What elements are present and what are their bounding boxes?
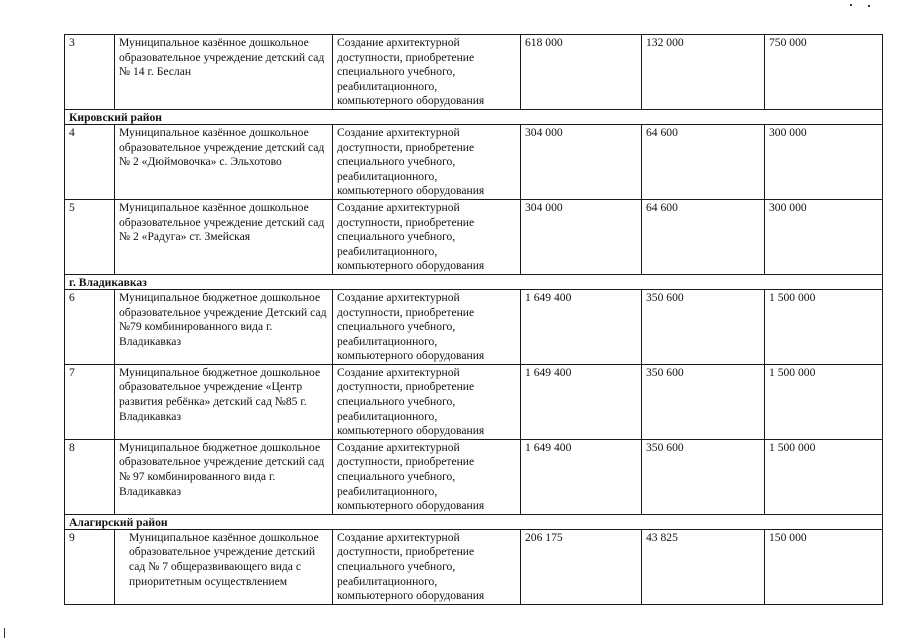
institution-name: Муниципальное казённое дошкольное образовательное учреждение детский сад № 2 «Радуга» ст. Змейская: [115, 199, 333, 274]
purpose: Создание архитектурной доступности, приобретение специального учебного, реабилитационного, компьютерного оборудования: [333, 289, 521, 364]
table-row: [65, 124, 883, 199]
purpose: Создание архитектурной доступности, приобретение специального учебного, реабилитационного, компьютерного оборудования: [333, 35, 521, 110]
row-number: 3: [65, 35, 115, 110]
funding-table: [64, 34, 883, 605]
row-number: 4: [65, 124, 115, 199]
amount-2: 64 600: [642, 124, 765, 199]
amount-3: 1 500 000: [765, 289, 883, 364]
scan-dot: [868, 5, 870, 7]
table-row: [65, 199, 883, 274]
amount-2: 350 600: [642, 364, 765, 439]
amount-2: 132 000: [642, 35, 765, 110]
table-row: [65, 35, 883, 110]
table-row: [65, 439, 883, 514]
amount-1: 1 649 400: [521, 439, 642, 514]
section-title: г. Владикавказ: [65, 274, 883, 289]
scan-dot: [850, 4, 852, 6]
row-number: 9: [65, 529, 115, 604]
row-number: 8: [65, 439, 115, 514]
table-row: [65, 289, 883, 364]
row-number: 6: [65, 289, 115, 364]
amount-1: 1 649 400: [521, 364, 642, 439]
scan-mark: [4, 628, 5, 638]
section-row: [65, 109, 883, 124]
amount-2: 350 600: [642, 289, 765, 364]
table-row: [65, 364, 883, 439]
amount-3: 750 000: [765, 35, 883, 110]
purpose: Создание архитектурной доступности, приобретение специального учебного, реабилитационного, компьютерного оборудования: [333, 529, 521, 604]
section-title: Кировский район: [65, 109, 883, 124]
amount-1: 304 000: [521, 124, 642, 199]
amount-1: 206 175: [521, 529, 642, 604]
amount-1: 1 649 400: [521, 289, 642, 364]
purpose: Создание архитектурной доступности, приобретение специального учебного, реабилитационного, компьютерного оборудования: [333, 364, 521, 439]
table-row: [65, 529, 883, 604]
institution-name: Муниципальное казённое дошкольное образовательное учреждение детский сад № 14 г. Беслан: [115, 35, 333, 110]
institution-name: Муниципальное бюджетное дошкольное образовательное учреждение «Центр развития ребёнка» детский сад №85 г. Владикавказ: [115, 364, 333, 439]
section-row: [65, 274, 883, 289]
amount-3: 1 500 000: [765, 439, 883, 514]
row-number: 5: [65, 199, 115, 274]
amount-2: 43 825: [642, 529, 765, 604]
institution-name: Муниципальное бюджетное дошкольное образовательное учреждение Детский сад №79 комбинированного вида г. Владикавказ: [115, 289, 333, 364]
amount-3: 150 000: [765, 529, 883, 604]
institution-name: Муниципальное казённое дошкольное образовательное учреждение детский сад № 2 «Дюймовочка» с. Эльхотово: [115, 124, 333, 199]
amount-2: 64 600: [642, 199, 765, 274]
section-row: [65, 514, 883, 529]
purpose: Создание архитектурной доступности, приобретение специального учебного, реабилитационного, компьютерного оборудования: [333, 199, 521, 274]
amount-3: 1 500 000: [765, 364, 883, 439]
institution-name: Муниципальное бюджетное дошкольное образовательное учреждение детский сад № 97 комбинированного вида г. Владикавказ: [115, 439, 333, 514]
purpose: Создание архитектурной доступности, приобретение специального учебного, реабилитационного, компьютерного оборудования: [333, 439, 521, 514]
row-number: 7: [65, 364, 115, 439]
amount-3: 300 000: [765, 199, 883, 274]
amount-1: 304 000: [521, 199, 642, 274]
section-title: Алагирский район: [65, 514, 883, 529]
table-body: [65, 35, 883, 605]
amount-3: 300 000: [765, 124, 883, 199]
amount-1: 618 000: [521, 35, 642, 110]
amount-2: 350 600: [642, 439, 765, 514]
institution-name: Муниципальное казённое дошкольное образовательное учреждение детский сад № 7 общеразвивающего вида с приоритетным осуществлением: [115, 529, 333, 604]
purpose: Создание архитектурной доступности, приобретение специального учебного, реабилитационного, компьютерного оборудования: [333, 124, 521, 199]
